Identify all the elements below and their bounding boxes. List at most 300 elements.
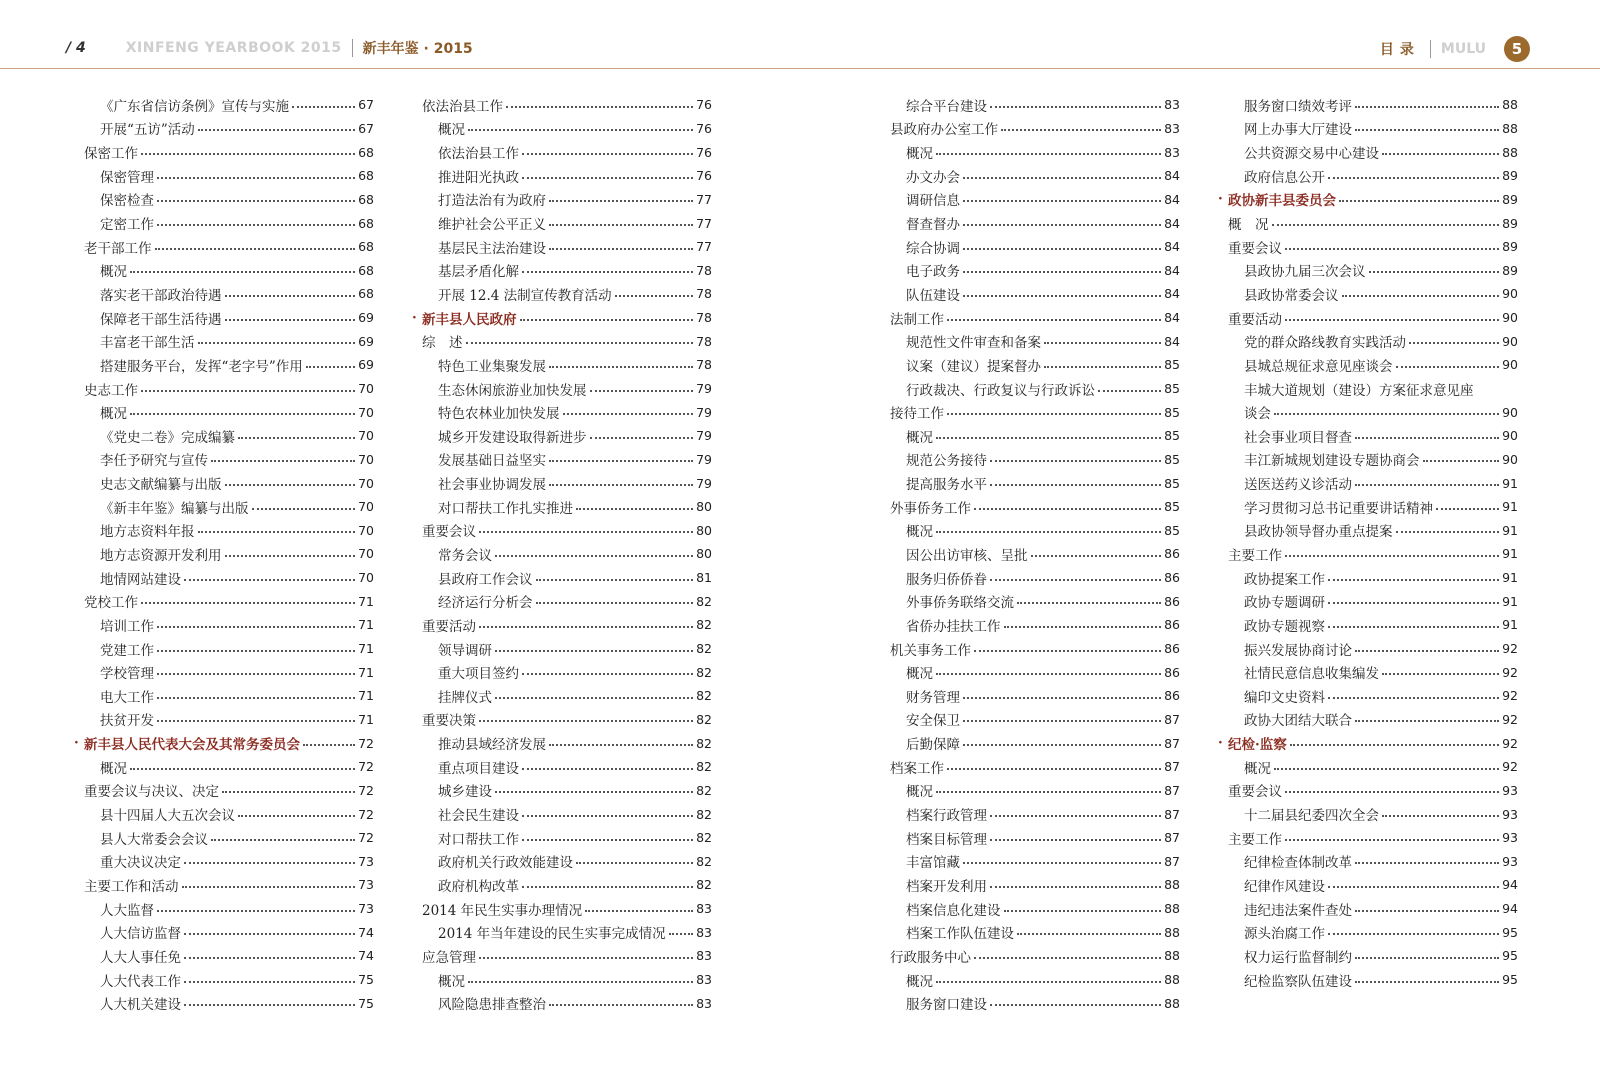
toc-page-number: 70 xyxy=(358,428,374,444)
dot-leader xyxy=(936,791,1161,793)
toc-entry xyxy=(890,802,1180,826)
toc-page-number: 83 xyxy=(696,924,712,940)
toc-page-number: 78 xyxy=(696,286,712,302)
dot-leader xyxy=(522,768,693,770)
toc-page-number: 79 xyxy=(696,451,712,467)
toc-entry xyxy=(1228,164,1518,188)
toc-entry-title: 电大工作 xyxy=(100,689,154,706)
toc-page-number: 90 xyxy=(1502,357,1518,373)
toc-entry-title: 对口帮扶工作 xyxy=(438,831,519,848)
toc-entry xyxy=(422,944,712,968)
toc-entry xyxy=(422,188,712,212)
toc-entry xyxy=(84,802,374,826)
toc-entry-title: 概况 xyxy=(438,122,465,139)
dot-leader xyxy=(522,815,693,817)
toc-entry xyxy=(890,613,1180,637)
dot-leader xyxy=(1342,295,1500,297)
toc-entry xyxy=(422,140,712,164)
toc-page-number: 90 xyxy=(1502,451,1518,467)
toc-entry-title: 风险隐患排查整治 xyxy=(438,997,546,1014)
toc-page-number: 82 xyxy=(696,877,712,893)
toc-entry xyxy=(422,779,712,803)
toc-entry xyxy=(890,471,1180,495)
dot-leader xyxy=(506,106,693,108)
toc-entry xyxy=(890,377,1180,401)
toc-page-number: 80 xyxy=(696,522,712,538)
toc-page-number: 89 xyxy=(1502,262,1518,278)
toc-page-number: 82 xyxy=(696,617,712,633)
toc-entry-title: 《新丰年鉴》编纂与出版 xyxy=(100,500,249,517)
toc-entry xyxy=(84,400,374,424)
toc-entry xyxy=(1228,424,1518,448)
toc-entry-title: 县政府工作会议 xyxy=(438,571,533,588)
toc-entry-title: 源头治腐工作 xyxy=(1244,926,1325,943)
dot-leader xyxy=(1409,342,1499,344)
toc-entry xyxy=(84,897,374,921)
toc-page-number: 92 xyxy=(1502,664,1518,680)
toc-entry xyxy=(890,235,1180,259)
dot-leader xyxy=(184,981,355,983)
toc-entry xyxy=(84,589,374,613)
toc-entry-title: 概况 xyxy=(438,973,465,990)
toc-page-number: 87 xyxy=(1164,735,1180,751)
dot-leader xyxy=(936,531,1161,533)
toc-entry-title: 主要工作和活动 xyxy=(84,878,179,895)
toc-page-number: 71 xyxy=(358,617,374,633)
toc-entry xyxy=(84,968,374,992)
toc-page-number: 69 xyxy=(358,333,374,349)
dot-leader xyxy=(1382,815,1499,817)
dot-leader xyxy=(549,248,693,250)
toc-entry xyxy=(422,755,712,779)
dot-leader xyxy=(1098,390,1161,392)
toc-entry xyxy=(84,306,374,330)
toc-entry xyxy=(422,542,712,566)
dot-leader xyxy=(990,579,1161,581)
toc-entry xyxy=(890,211,1180,235)
toc-entry-title: 规范公务接待 xyxy=(906,453,987,470)
toc-page-number: 83 xyxy=(1164,97,1180,113)
toc-entry-title: 纪律作风建设 xyxy=(1244,878,1325,895)
toc-page-number: 77 xyxy=(696,239,712,255)
toc-page-number: 83 xyxy=(696,901,712,917)
toc-page-number: 94 xyxy=(1502,901,1518,917)
dot-leader xyxy=(1355,862,1499,864)
toc-entry xyxy=(422,968,712,992)
toc-page-number: 95 xyxy=(1502,948,1518,964)
toc-entry-title: 挂牌仪式 xyxy=(438,689,492,706)
toc-entry-title: 党建工作 xyxy=(100,642,154,659)
toc-entry-title: 县政府办公室工作 xyxy=(890,122,998,139)
dot-leader xyxy=(974,650,1161,652)
toc-entry-title: 保密管理 xyxy=(100,169,154,186)
toc-page-number: 88 xyxy=(1164,995,1180,1011)
dot-leader xyxy=(974,957,1161,959)
toc-entry xyxy=(1228,850,1518,874)
toc-entry-title: 概况 xyxy=(906,666,933,683)
toc-entry xyxy=(84,566,374,590)
toc-entry xyxy=(1228,471,1518,495)
toc-entry xyxy=(890,353,1180,377)
toc-entry xyxy=(1228,637,1518,661)
toc-page-number: 78 xyxy=(696,333,712,349)
contents-title-cn: 目录 xyxy=(1379,42,1420,58)
toc-entry-title: 推动县域经济发展 xyxy=(438,737,546,754)
toc-page-number: 90 xyxy=(1502,428,1518,444)
toc-page-number: 82 xyxy=(696,641,712,657)
toc-entry xyxy=(422,235,712,259)
toc-page-number: 71 xyxy=(358,593,374,609)
toc-entry-title: 概况 xyxy=(906,146,933,163)
toc-entry-title: 扶贫开发 xyxy=(100,713,154,730)
dot-leader xyxy=(479,531,693,533)
toc-page-number: 68 xyxy=(358,262,374,278)
yearbook-title-cn: 新丰年鉴 · 2015 xyxy=(362,41,473,57)
toc-page-number: 82 xyxy=(696,664,712,680)
dot-leader xyxy=(1004,626,1162,628)
toc-page-number: 93 xyxy=(1502,806,1518,822)
toc-page-number: 85 xyxy=(1164,499,1180,515)
dot-leader xyxy=(520,319,694,321)
dot-leader xyxy=(1355,981,1499,983)
dot-leader xyxy=(184,579,355,581)
dot-leader xyxy=(963,224,1161,226)
toc-entry-title: 史志文献编纂与出版 xyxy=(100,477,222,494)
dot-leader xyxy=(1328,602,1499,604)
toc-page-number: 72 xyxy=(358,735,374,751)
dot-leader xyxy=(157,673,355,675)
dot-leader xyxy=(1328,579,1499,581)
toc-page-number: 85 xyxy=(1164,475,1180,491)
toc-column-1 xyxy=(84,93,374,1015)
toc-entry xyxy=(890,117,1180,141)
toc-page-number: 87 xyxy=(1164,782,1180,798)
dot-leader xyxy=(130,271,355,273)
dot-leader xyxy=(198,129,355,131)
toc-page-number: 87 xyxy=(1164,759,1180,775)
toc-page-number: 82 xyxy=(696,735,712,751)
toc-entry xyxy=(422,873,712,897)
toc-entry-title: 丰富馆藏 xyxy=(906,855,960,872)
dot-leader xyxy=(130,768,355,770)
toc-entry-title: 社会事业协调发展 xyxy=(438,477,546,494)
toc-entry-title: 议案（建议）提案督办 xyxy=(906,358,1041,375)
toc-entry xyxy=(890,897,1180,921)
dot-leader xyxy=(563,413,694,415)
toc-page-number: 87 xyxy=(1164,711,1180,727)
toc-entry-title: 安全保卫 xyxy=(906,713,960,730)
toc-entry xyxy=(84,613,374,637)
toc-page-number: 83 xyxy=(696,972,712,988)
toc-entry xyxy=(890,258,1180,282)
toc-page-number: 68 xyxy=(358,286,374,302)
toc-section-heading xyxy=(1228,731,1518,755)
toc-entry xyxy=(890,542,1180,566)
toc-page-number: 90 xyxy=(1502,404,1518,420)
dot-leader xyxy=(590,390,694,392)
toc-entry xyxy=(1228,589,1518,613)
dot-leader xyxy=(1382,153,1499,155)
toc-page-number: 82 xyxy=(696,830,712,846)
toc-entry-title: 地方志资料年报 xyxy=(100,524,195,541)
toc-page-number: 88 xyxy=(1164,948,1180,964)
dot-leader xyxy=(1355,957,1499,959)
toc-entry-title: 2014 年民生实事办理情况 xyxy=(422,902,583,919)
toc-entry-title: 主要工作 xyxy=(1228,547,1282,564)
toc-entry-title: 重要决策 xyxy=(422,713,476,730)
toc-entry xyxy=(422,377,712,401)
toc-page-number: 79 xyxy=(696,381,712,396)
toc-page-number: 85 xyxy=(1164,404,1180,420)
toc-entry-title: 违纪违法案件查处 xyxy=(1244,902,1352,919)
toc-page-number: 91 xyxy=(1502,593,1518,609)
toc-entry xyxy=(890,448,1180,472)
toc-page-number: 84 xyxy=(1164,239,1180,255)
dot-leader xyxy=(1339,200,1499,202)
toc-page-number: 82 xyxy=(696,688,712,704)
dot-leader xyxy=(1001,129,1161,131)
header-divider-right xyxy=(1430,40,1431,58)
toc-entry-title: 档案行政管理 xyxy=(906,808,987,825)
toc-entry xyxy=(1228,708,1518,732)
dot-leader xyxy=(549,484,693,486)
toc-entry-title: 队伍建设 xyxy=(906,287,960,304)
toc-entry xyxy=(422,329,712,353)
dot-leader xyxy=(1004,910,1162,912)
dot-leader xyxy=(936,981,1161,983)
toc-page-number: 70 xyxy=(358,546,374,562)
toc-entry xyxy=(1228,779,1518,803)
dot-leader xyxy=(1355,720,1499,722)
toc-entry-title: 维护社会公平正义 xyxy=(438,217,546,234)
toc-entry xyxy=(422,897,712,921)
dot-leader xyxy=(198,342,356,344)
dot-leader xyxy=(225,319,356,321)
toc-page-number: 91 xyxy=(1502,499,1518,515)
dot-leader xyxy=(947,319,1161,321)
dot-leader xyxy=(549,744,693,746)
toc-entry xyxy=(1228,495,1518,519)
toc-entry xyxy=(422,117,712,141)
toc-entry xyxy=(890,164,1180,188)
toc-entry xyxy=(422,566,712,590)
toc-entry xyxy=(890,873,1180,897)
left-page-number: / 4 xyxy=(66,40,86,56)
dot-leader xyxy=(495,791,693,793)
toc-entry-title: 外事侨务工作 xyxy=(890,500,971,517)
toc-page-number: 88 xyxy=(1164,877,1180,893)
dot-leader xyxy=(536,579,694,581)
toc-page-number: 90 xyxy=(1502,333,1518,349)
dot-leader xyxy=(225,295,356,297)
dot-leader xyxy=(1017,933,1161,935)
dot-leader xyxy=(1274,413,1499,415)
toc-entry-title: 打造法治有为政府 xyxy=(438,193,546,210)
toc-entry-title: 基层民主法治建设 xyxy=(438,240,546,257)
dot-leader xyxy=(1355,650,1499,652)
dot-leader xyxy=(990,460,1161,462)
toc-entry-title: 领导调研 xyxy=(438,642,492,659)
toc-entry xyxy=(84,448,374,472)
toc-entry-title: 人大人事任免 xyxy=(100,949,181,966)
toc-entry xyxy=(422,93,712,117)
toc-page-number: 92 xyxy=(1502,759,1518,775)
dot-leader xyxy=(1355,910,1499,912)
toc-entry-title: 地方志资源开发利用 xyxy=(100,547,222,564)
toc-entry-title: · 纪检·监察 xyxy=(1228,737,1287,754)
dot-leader xyxy=(157,697,355,699)
toc-page-number: 71 xyxy=(358,664,374,680)
toc-page-number: 67 xyxy=(358,120,374,136)
dot-leader xyxy=(495,650,693,652)
dot-leader xyxy=(669,933,693,935)
dot-leader xyxy=(522,153,693,155)
dot-leader xyxy=(1285,839,1499,841)
toc-entry xyxy=(422,920,712,944)
toc-page-number: 89 xyxy=(1502,168,1518,184)
toc-entry xyxy=(1228,660,1518,684)
toc-page-number: 85 xyxy=(1164,357,1180,373)
toc-entry xyxy=(890,566,1180,590)
toc-entry-title: 2014 年当年建设的民生实事完成情况 xyxy=(438,926,666,943)
toc-entry xyxy=(84,140,374,164)
toc-page-number: 82 xyxy=(696,853,712,869)
toc-entry xyxy=(422,802,712,826)
toc-page-number: 83 xyxy=(696,995,712,1011)
toc-entry-title: 生态休闲旅游业加快发展 xyxy=(438,382,587,399)
toc-entry-title: 丰江新城规划建设专题协商会 xyxy=(1244,453,1420,470)
toc-entry-title: 接待工作 xyxy=(890,406,944,423)
yearbook-title-en: XINFENG YEARBOOK 2015 xyxy=(125,40,342,56)
toc-entry xyxy=(84,826,374,850)
dot-leader xyxy=(292,106,355,108)
toc-entry xyxy=(422,471,712,495)
toc-page-number: 82 xyxy=(696,782,712,798)
toc-page-number: 84 xyxy=(1164,333,1180,349)
toc-entry-title: 省侨办挂扶工作 xyxy=(906,618,1001,635)
header-left xyxy=(66,38,473,58)
toc-page-number: 93 xyxy=(1502,782,1518,798)
toc-entry-title: 重要活动 xyxy=(422,618,476,635)
toc-page-number: 69 xyxy=(358,357,374,373)
toc-entry-title: 概况 xyxy=(1244,760,1271,777)
dot-leader xyxy=(466,342,694,344)
dot-leader xyxy=(522,271,693,273)
toc-page-number: 74 xyxy=(358,924,374,940)
toc-entry-title: 政府信息公开 xyxy=(1244,169,1325,186)
toc-entry xyxy=(422,258,712,282)
toc-entry xyxy=(422,708,712,732)
toc-entry-title: 行政裁决、行政复议与行政诉讼 xyxy=(906,382,1095,399)
toc-page-number: 69 xyxy=(358,310,374,326)
toc-page-number: 91 xyxy=(1502,570,1518,586)
toc-entry xyxy=(1228,944,1518,968)
dot-leader xyxy=(155,248,356,250)
toc-entry xyxy=(84,377,374,401)
toc-page-number: 88 xyxy=(1164,901,1180,917)
toc-entry xyxy=(422,400,712,424)
toc-entry xyxy=(84,329,374,353)
toc-entry-title: 地情网站建设 xyxy=(100,571,181,588)
toc-entry xyxy=(84,660,374,684)
dot-leader xyxy=(990,1004,1161,1006)
toc-page-number: 93 xyxy=(1502,853,1518,869)
dot-leader xyxy=(1274,768,1499,770)
toc-page-number: 92 xyxy=(1502,711,1518,727)
toc-entry-title: 重大项目签约 xyxy=(438,666,519,683)
toc-entry-title: 机关事务工作 xyxy=(890,642,971,659)
dot-leader xyxy=(1328,933,1499,935)
toc-entry-title: 送医送药义诊活动 xyxy=(1244,477,1352,494)
dot-leader xyxy=(536,602,694,604)
toc-entry-title: 县政协九届三次会议 xyxy=(1244,264,1366,281)
toc-page-number: 90 xyxy=(1502,310,1518,326)
toc-page-number: 92 xyxy=(1502,641,1518,657)
dot-leader xyxy=(157,224,355,226)
toc-entry xyxy=(890,826,1180,850)
toc-entry-title: 常务会议 xyxy=(438,547,492,564)
toc-page-number: 92 xyxy=(1502,688,1518,704)
toc-entry xyxy=(1228,306,1518,330)
toc-entry xyxy=(890,93,1180,117)
toc-entry xyxy=(890,306,1180,330)
toc-entry-title: 依法治县工作 xyxy=(438,146,519,163)
toc-page-number: 86 xyxy=(1164,688,1180,704)
toc-entry-title: 行政服务中心 xyxy=(890,949,971,966)
toc-entry-title: 保密检查 xyxy=(100,193,154,210)
toc-entry-title: 人大信访监督 xyxy=(100,926,181,943)
dot-leader xyxy=(936,153,1161,155)
toc-entry-title: 档案工作队伍建设 xyxy=(906,926,1014,943)
toc-page-number: 82 xyxy=(696,759,712,775)
toc-entry-title: 老干部工作 xyxy=(84,240,152,257)
toc-page-number: 91 xyxy=(1502,617,1518,633)
toc-page-number: 70 xyxy=(358,451,374,467)
toc-page-number: 77 xyxy=(696,191,712,207)
toc-page-number: 72 xyxy=(358,759,374,775)
toc-column-4 xyxy=(1228,93,1518,991)
contents-title-en: MULU xyxy=(1440,41,1486,57)
dot-leader xyxy=(1285,791,1499,793)
toc-entry xyxy=(84,282,374,306)
dot-leader xyxy=(141,602,355,604)
toc-entry-title: 社情民意信息收集编发 xyxy=(1244,666,1379,683)
dot-leader xyxy=(522,886,693,888)
toc-page-number: 85 xyxy=(1164,522,1180,538)
toc-page-number: 87 xyxy=(1164,853,1180,869)
dot-leader xyxy=(549,200,693,202)
dot-leader xyxy=(157,200,355,202)
dot-leader xyxy=(1328,626,1499,628)
toc-page-number: 91 xyxy=(1502,546,1518,562)
toc-page-number: 72 xyxy=(358,830,374,846)
dot-leader xyxy=(479,957,693,959)
header-divider xyxy=(352,39,353,57)
toc-entry-title: 县政协领导督办重点提案 xyxy=(1244,524,1393,541)
toc-entry-title: 重要活动 xyxy=(1228,311,1282,328)
dot-leader xyxy=(182,886,356,888)
toc-entry-title: 人大机关建设 xyxy=(100,997,181,1014)
toc-entry xyxy=(84,944,374,968)
toc-entry-title: 李任予研究与宣传 xyxy=(100,453,208,470)
toc-column-3 xyxy=(890,93,1180,1015)
dot-leader xyxy=(963,271,1161,273)
toc-entry xyxy=(422,991,712,1015)
dot-leader xyxy=(157,650,355,652)
dot-leader xyxy=(1328,886,1499,888)
toc-entry xyxy=(890,495,1180,519)
toc-entry xyxy=(422,353,712,377)
